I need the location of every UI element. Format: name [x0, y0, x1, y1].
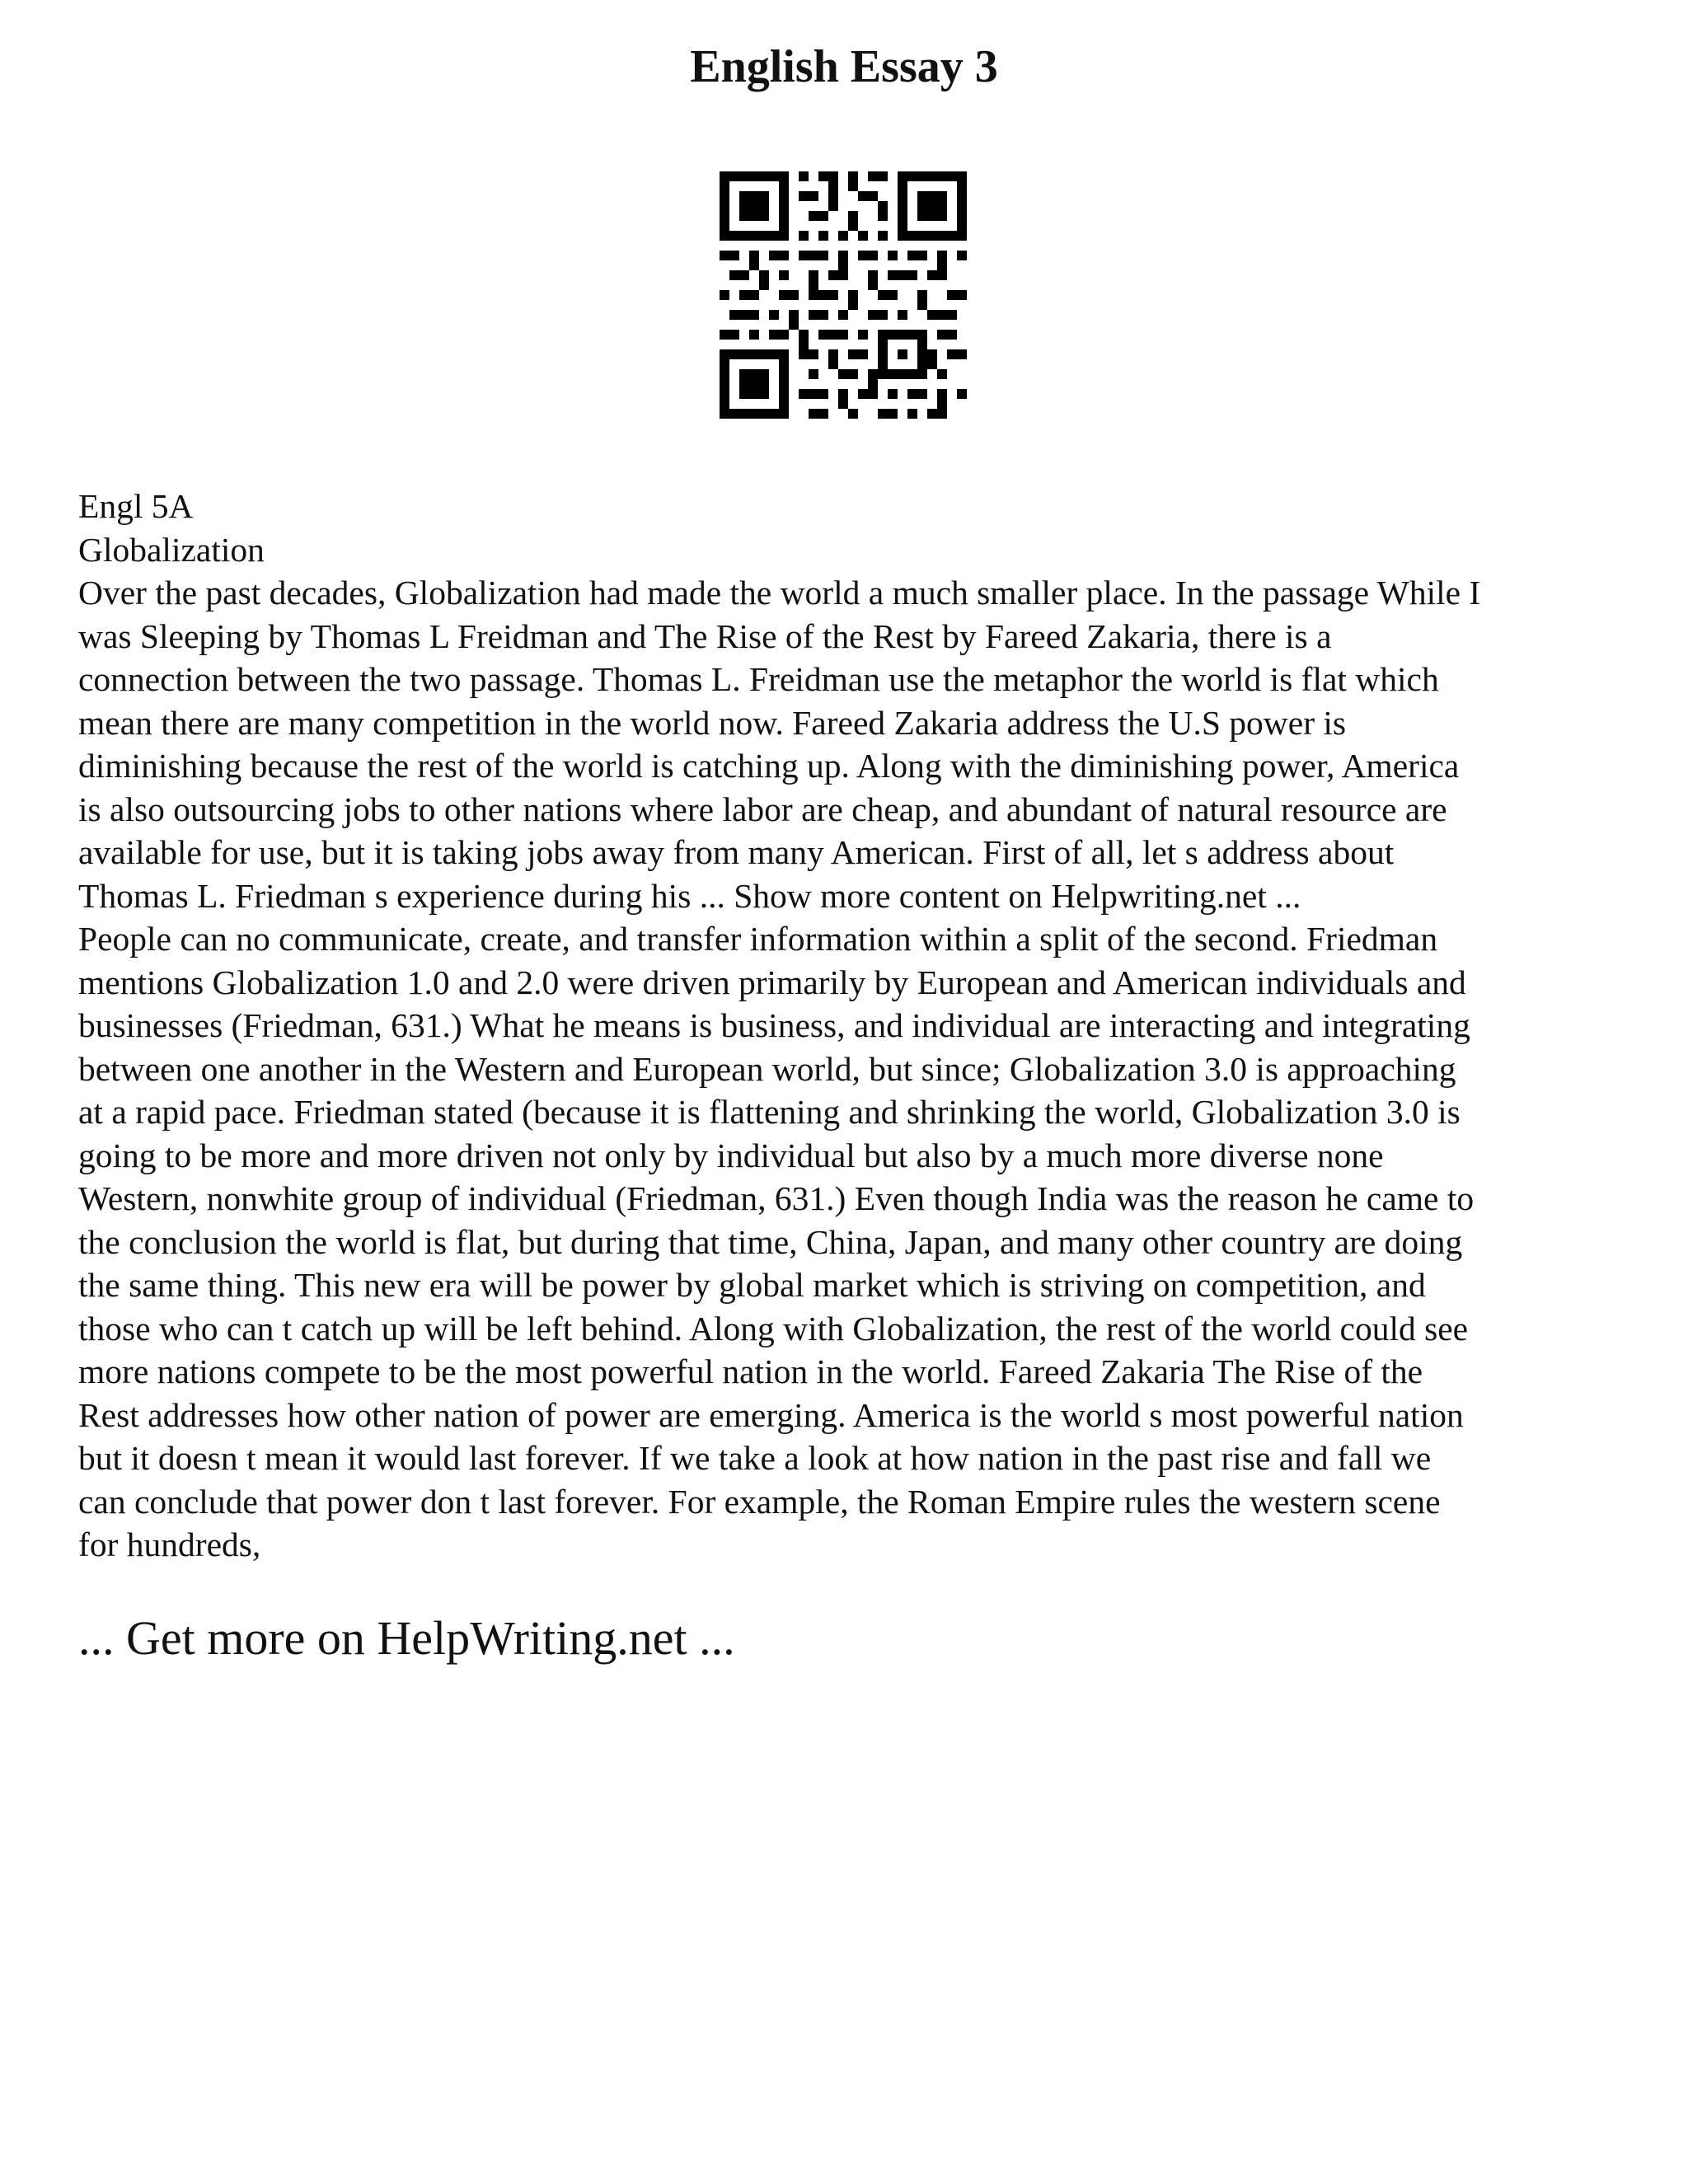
body-line: Rest addresses how other nation of power are emerging. America is the world s most powerful nation [78, 1395, 1464, 1434]
body-line: businesses (Friedman, 631.) What he means is business, and individual are interacting and integrating [78, 1006, 1470, 1044]
body-line: diminishing because the rest of the world is catching up. Along with the diminishing power, America [78, 747, 1460, 785]
topic-line: Globalization [78, 530, 265, 569]
body-line: but it doesn t mean it would last forever. If we take a look at how nation in the past rise and fall we [78, 1439, 1432, 1477]
essay-content [78, 485, 1620, 1567]
body-line: Western, nonwhite group of individual (Friedman, 631.) Even though India was the reason he came to [78, 1179, 1475, 1217]
body-line: mean there are many competition in the world now. Fareed Zakaria address the U.S power is [78, 703, 1347, 742]
body-line: those who can t catch up will be left behind. Along with Globalization, the rest of the world could see [78, 1309, 1469, 1347]
body-line: is also outsourcing jobs to other nations where labor are cheap, and abundant of natural resource are [78, 790, 1447, 828]
body-line: the same thing. This new era will be power by global market which is striving on competition, and [78, 1266, 1426, 1304]
qr-code-icon [720, 171, 967, 419]
body-line: connection between the two passage. Thomas L. Freidman use the metaphor the world is flat which [78, 660, 1439, 698]
course-line: Engl 5A [78, 487, 194, 525]
body-line: available for use, but it is taking jobs away from many American. First of all, let s address about [78, 833, 1395, 871]
body-line: more nations compete to be the most powerful nation in the world. Fareed Zakaria The Rise of the [78, 1352, 1423, 1390]
body-line: between one another in the Western and European world, but since; Globalization 3.0 is approaching [78, 1049, 1456, 1088]
body-line: Over the past decades, Globalization had made the world a much smaller place. In the passage While I [78, 574, 1481, 612]
body-line: the conclusion the world is flat, but during that time, China, Japan, and many other country are doing [78, 1222, 1463, 1261]
body-line: People can no communicate, create, and transfer information within a split of the second. Friedman [78, 920, 1438, 958]
body-line: going to be more and more driven not only by individual but also by a much more diverse none [78, 1136, 1384, 1174]
body-line: can conclude that power don t last forever. For example, the Roman Empire rules the western scene [78, 1482, 1441, 1521]
body-line: mentions Globalization 1.0 and 2.0 were driven primarily by European and American individuals and [78, 963, 1466, 1001]
document-title: English Essay 3 [690, 41, 998, 92]
body-line: for hundreds, [78, 1526, 261, 1563]
get-more-link-text: ... Get more on HelpWriting.net ... [78, 1611, 735, 1665]
body-line: at a rapid pace. Friedman stated (because it is flattening and shrinking the world, Globalization 3.0 is [78, 1093, 1461, 1131]
body-line: Thomas L. Friedman s experience during his ... Show more content on Helpwriting.net ... [78, 876, 1301, 915]
body-line: was Sleeping by Thomas L Freidman and The Rise of the Rest by Fareed Zakaria, there is a [78, 616, 1332, 655]
